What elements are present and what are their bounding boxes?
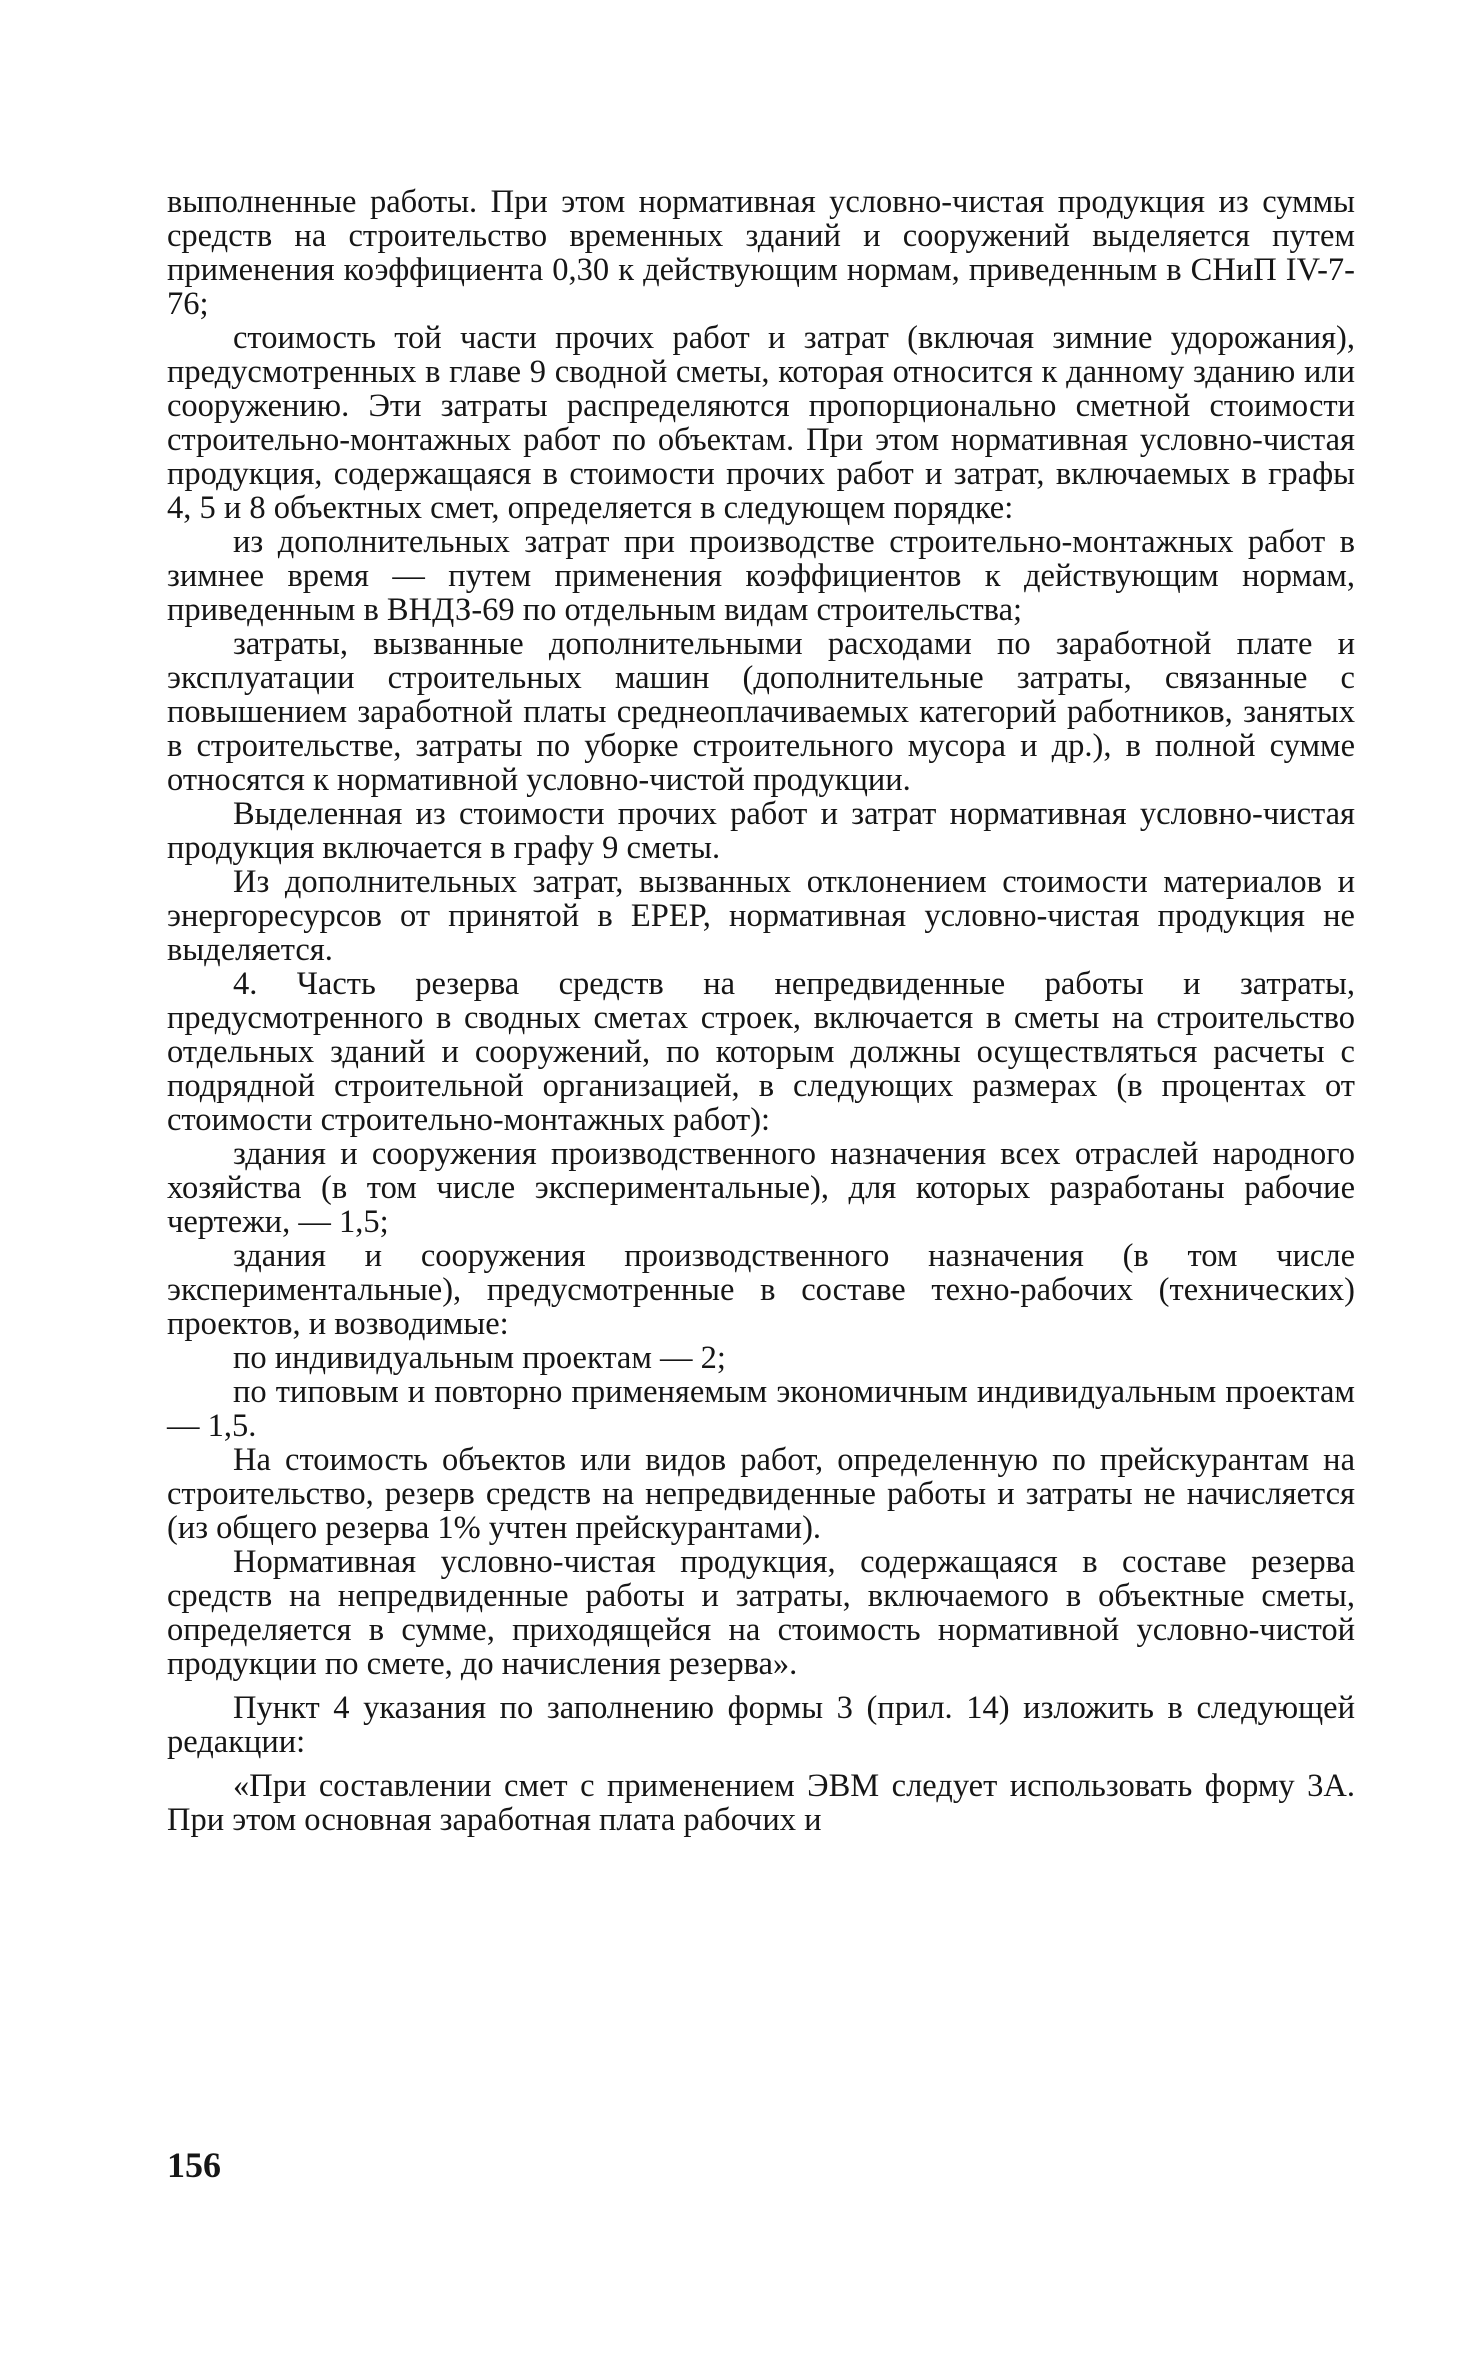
paragraph-2: стоимость той части прочих работ и затрат (включая зимние удорожания), предусмотренных в главе 9 сводной сметы, которая относится к данному зданию или сооружению. Эти затраты распределяются пропорционально сметной стоимости строительно-монтажных работ по объектам. При этом нормативная условно-чистая продукция, содержащаяся в стоимости прочих работ и затрат, включаемых в графы 4, 5 и 8 объектных смет, определяется в следующем порядке: <box>167 320 1355 526</box>
document-body <box>167 185 1355 1837</box>
paragraph-3: из дополнительных затрат при производстве строительно-монтажных работ в зимнее время — путем применения коэффициентов к действующим нормам, приведенным в ВНДЗ-69 по отдельным видам строительства; <box>167 524 1355 628</box>
paragraph-6: Из дополнительных затрат, вызванных отклонением стоимости материалов и энергоресурсов от принятой в ЕРЕР, нормативная условно-чистая продукция не выделяется. <box>167 864 1355 968</box>
paragraph-11: по типовым и повторно применяемым экономичным индивидуальным проектам — 1,5. <box>167 1374 1355 1444</box>
paragraph-4: затраты, вызванные дополнительными расходами по заработной плате и эксплуатации строительных машин (дополнительные затраты, связанные с повышением заработной платы среднеоплачиваемых категорий работников, занятых в строительстве, затраты по уборке строительного мусора и др.), в полной сумме относятся к нормативной условно-чистой продукции. <box>167 626 1355 798</box>
paragraph-14: Пункт 4 указания по заполнению формы 3 (прил. 14) изложить в следующей редакции: <box>167 1690 1355 1760</box>
paragraph-13: Нормативная условно-чистая продукция, содержащаяся в составе резерва средств на непредвиденные работы и затраты, включаемого в объектные сметы, определяется в сумме, приходящейся на стоимость нормативной условно-чистой продукции по смете, до начисления резерва». <box>167 1544 1355 1682</box>
paragraph-8: здания и сооружения производственного назначения всех отраслей народного хозяйства (в том числе экспериментальные), для которых разработаны рабочие чертежи, — 1,5; <box>167 1136 1355 1240</box>
paragraph-15: «При составлении смет с применением ЭВМ следует использовать форму 3А. При этом основная заработная плата рабочих и <box>167 1768 1355 1838</box>
paragraph-10: по индивидуальным проектам — 2; <box>233 1340 726 1376</box>
paragraph-7: 4. Часть резерва средств на непредвиденные работы и затраты, предусмотренного в сводных сметах строек, включается в сметы на строительство отдельных зданий и сооружений, по которым должны осуществляться расчеты с подрядной строительной организацией, в следующих размерах (в процентах от стоимости строительно-монтажных работ): <box>167 966 1355 1138</box>
paragraph-1: выполненные работы. При этом нормативная условно-чистая продукция из суммы средств на строительство временных зданий и сооружений выделяется путем применения коэффициента 0,30 к действующим нормам, приведенным в СНиП IV-7-76; <box>167 184 1355 322</box>
paragraph-12: На стоимость объектов или видов работ, определенную по прейскурантам на строительство, резерв средств на непредвиденные работы и затраты не начисляется (из общего резерва 1% учтен прейскурантами). <box>167 1442 1355 1546</box>
paragraph-5: Выделенная из стоимости прочих работ и затрат нормативная условно-чистая продукция включается в графу 9 сметы. <box>167 796 1355 866</box>
page-number: 156 <box>167 2145 221 2185</box>
paragraph-9: здания и сооружения производственного назначения (в том числе экспериментальные), предусмотренные в составе техно-рабочих (технических) проектов, и возводимые: <box>167 1238 1355 1342</box>
